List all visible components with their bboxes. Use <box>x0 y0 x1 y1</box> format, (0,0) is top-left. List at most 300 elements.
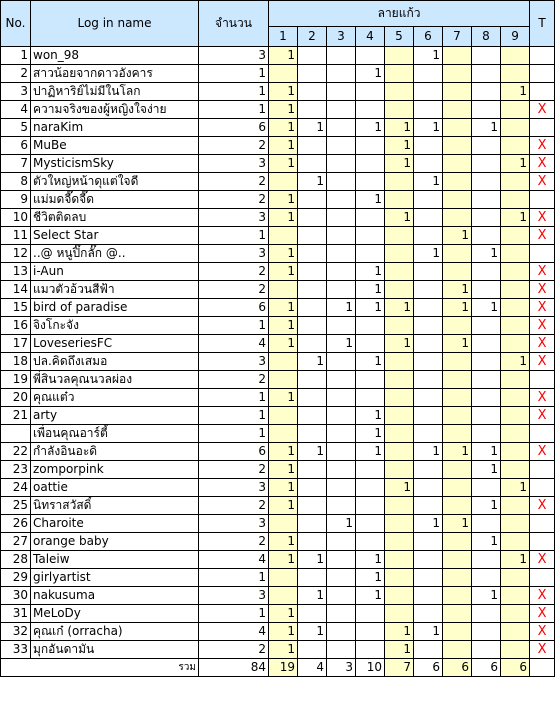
pattern-7-cell <box>443 353 472 371</box>
count-cell: 1 <box>199 407 269 425</box>
row-number: 33 <box>1 641 31 659</box>
table-row <box>1 299 555 317</box>
pattern-2-cell <box>298 155 327 173</box>
pattern-1-cell <box>269 515 298 533</box>
pattern-6-cell <box>414 263 443 281</box>
total-pattern-4: 10 <box>356 659 385 677</box>
login-name-cell: won_98 <box>31 47 199 65</box>
login-name-cell: คุณเก๋ (orracha) <box>31 623 199 641</box>
login-name-cell: MeLoDy <box>31 605 199 623</box>
t-mark-cell <box>530 47 555 65</box>
pattern-2-cell <box>298 245 327 263</box>
count-cell: 3 <box>199 209 269 227</box>
t-mark-cell: X <box>530 497 555 515</box>
pattern-3-cell <box>327 263 356 281</box>
pattern-1-cell <box>269 281 298 299</box>
pattern-2-cell <box>298 533 327 551</box>
pattern-8-cell: 1 <box>472 497 501 515</box>
pattern-2-cell <box>298 263 327 281</box>
pattern-1-cell: 1 <box>269 317 298 335</box>
table-row <box>1 641 555 659</box>
header-pattern-4: 4 <box>356 27 385 47</box>
pattern-7-cell <box>443 551 472 569</box>
pattern-5-cell <box>385 353 414 371</box>
count-cell: 3 <box>199 155 269 173</box>
pattern-3-cell <box>327 533 356 551</box>
table-row <box>1 83 555 101</box>
header-t: T <box>530 1 555 47</box>
pattern-2-cell: 1 <box>298 623 327 641</box>
pattern-7-cell <box>443 119 472 137</box>
pattern-1-cell: 1 <box>269 389 298 407</box>
pattern-8-cell <box>472 317 501 335</box>
table-row <box>1 173 555 191</box>
t-mark-cell: X <box>530 335 555 353</box>
table-row <box>1 461 555 479</box>
t-mark-cell: X <box>530 443 555 461</box>
pattern-5-cell <box>385 515 414 533</box>
pattern-6-cell <box>414 407 443 425</box>
table-row <box>1 263 555 281</box>
header-login-name: Log in name <box>31 1 199 47</box>
login-name-cell: nakusuma <box>31 587 199 605</box>
pattern-6-cell: 1 <box>414 245 443 263</box>
pattern-9-cell <box>501 443 530 461</box>
table-row <box>1 317 555 335</box>
t-mark-cell <box>530 245 555 263</box>
pattern-2-cell <box>298 389 327 407</box>
pattern-8-cell <box>472 371 501 389</box>
pattern-6-cell <box>414 425 443 443</box>
pattern-9-cell <box>501 461 530 479</box>
pattern-4-cell: 1 <box>356 443 385 461</box>
login-name-cell: นิทราสวัสดิ์ <box>31 497 199 515</box>
pattern-9-cell <box>501 47 530 65</box>
count-cell: 4 <box>199 551 269 569</box>
total-pattern-1: 19 <box>269 659 298 677</box>
row-number: 22 <box>1 443 31 461</box>
pattern-8-cell <box>472 551 501 569</box>
login-name-cell: Select Star <box>31 227 199 245</box>
pattern-7-cell <box>443 587 472 605</box>
login-name-cell: จิงโกะจัง <box>31 317 199 335</box>
login-name-cell: กำลังอินอะดิ <box>31 443 199 461</box>
pattern-9-cell <box>501 623 530 641</box>
pattern-6-cell <box>414 569 443 587</box>
pattern-4-cell: 1 <box>356 587 385 605</box>
pattern-3-cell <box>327 569 356 587</box>
pattern-1-cell <box>269 353 298 371</box>
count-cell: 6 <box>199 299 269 317</box>
pattern-3-cell <box>327 83 356 101</box>
pattern-6-cell: 1 <box>414 515 443 533</box>
row-number: 23 <box>1 461 31 479</box>
row-number: 17 <box>1 335 31 353</box>
pattern-9-cell <box>501 191 530 209</box>
pattern-4-cell <box>356 317 385 335</box>
pattern-6-cell <box>414 101 443 119</box>
pattern-2-cell <box>298 569 327 587</box>
pattern-9-cell: 1 <box>501 209 530 227</box>
pattern-3-cell <box>327 281 356 299</box>
login-name-cell: girlyartist <box>31 569 199 587</box>
header-count: จำนวน <box>199 1 269 47</box>
pattern-5-cell: 1 <box>385 299 414 317</box>
count-cell: 1 <box>199 317 269 335</box>
pattern-2-cell <box>298 281 327 299</box>
pattern-3-cell: 1 <box>327 299 356 317</box>
pattern-5-cell: 1 <box>385 155 414 173</box>
pattern-4-cell <box>356 479 385 497</box>
pattern-2-cell: 1 <box>298 173 327 191</box>
pattern-1-cell <box>269 173 298 191</box>
table-row <box>1 155 555 173</box>
t-mark-cell: X <box>530 587 555 605</box>
pattern-5-cell <box>385 371 414 389</box>
table-row <box>1 335 555 353</box>
table-row <box>1 227 555 245</box>
row-number: 9 <box>1 191 31 209</box>
pattern-5-cell <box>385 173 414 191</box>
login-name-cell: ปาฏิหาริย์ไม่มีในโลก <box>31 83 199 101</box>
row-number: 1 <box>1 47 31 65</box>
pattern-4-cell: 1 <box>356 569 385 587</box>
pattern-3-cell <box>327 371 356 389</box>
pattern-1-cell: 1 <box>269 119 298 137</box>
count-cell: 3 <box>199 479 269 497</box>
count-cell: 2 <box>199 533 269 551</box>
pattern-6-cell <box>414 191 443 209</box>
pattern-4-cell <box>356 515 385 533</box>
table-row <box>1 137 555 155</box>
pattern-3-cell <box>327 173 356 191</box>
pattern-8-cell <box>472 389 501 407</box>
total-pattern-5: 7 <box>385 659 414 677</box>
login-name-cell: ความจริงของผู้หญิงใจง่าย <box>31 101 199 119</box>
pattern-7-cell <box>443 245 472 263</box>
header-pattern-group: ลายแก้ว <box>269 1 530 27</box>
pattern-5-cell: 1 <box>385 209 414 227</box>
pattern-8-cell <box>472 209 501 227</box>
pattern-6-cell <box>414 497 443 515</box>
pattern-6-cell <box>414 155 443 173</box>
t-mark-cell: X <box>530 407 555 425</box>
t-mark-cell: X <box>530 353 555 371</box>
pattern-2-cell <box>298 137 327 155</box>
pattern-3-cell <box>327 191 356 209</box>
count-cell: 2 <box>199 461 269 479</box>
pattern-8-cell <box>472 425 501 443</box>
t-mark-cell: X <box>530 623 555 641</box>
table-row <box>1 551 555 569</box>
t-mark-cell <box>530 569 555 587</box>
pattern-2-cell <box>298 515 327 533</box>
t-mark-cell <box>530 533 555 551</box>
pattern-1-cell: 1 <box>269 461 298 479</box>
count-cell: 2 <box>199 641 269 659</box>
pattern-4-cell <box>356 83 385 101</box>
t-mark-cell: X <box>530 281 555 299</box>
pattern-6-cell <box>414 335 443 353</box>
total-t-cell <box>530 659 555 677</box>
header-pattern-9: 9 <box>501 27 530 47</box>
t-mark-cell <box>530 371 555 389</box>
pattern-8-cell: 1 <box>472 299 501 317</box>
table-row <box>1 515 555 533</box>
row-number: 3 <box>1 83 31 101</box>
pattern-3-cell <box>327 407 356 425</box>
pattern-3-cell <box>327 137 356 155</box>
pattern-5-cell <box>385 191 414 209</box>
pattern-8-cell: 1 <box>472 461 501 479</box>
table-row <box>1 443 555 461</box>
count-cell: 1 <box>199 605 269 623</box>
pattern-7-cell <box>443 533 472 551</box>
pattern-9-cell <box>501 407 530 425</box>
pattern-3-cell <box>327 65 356 83</box>
pattern-2-cell <box>298 497 327 515</box>
count-cell: 2 <box>199 281 269 299</box>
t-mark-cell: X <box>530 209 555 227</box>
pattern-7-cell <box>443 191 472 209</box>
pattern-7-cell <box>443 641 472 659</box>
table-row <box>1 209 555 227</box>
pattern-6-cell: 1 <box>414 119 443 137</box>
row-number: 19 <box>1 371 31 389</box>
pattern-8-cell: 1 <box>472 245 501 263</box>
pattern-9-cell <box>501 569 530 587</box>
row-number: 10 <box>1 209 31 227</box>
pattern-7-cell <box>443 425 472 443</box>
pattern-9-cell <box>501 101 530 119</box>
t-mark-cell: X <box>530 317 555 335</box>
pattern-1-cell: 1 <box>269 497 298 515</box>
table-row <box>1 191 555 209</box>
pattern-9-cell: 1 <box>501 353 530 371</box>
pattern-5-cell <box>385 227 414 245</box>
row-number: 5 <box>1 119 31 137</box>
pattern-9-cell <box>501 299 530 317</box>
count-cell: 2 <box>199 173 269 191</box>
pattern-4-cell <box>356 137 385 155</box>
count-cell: 1 <box>199 569 269 587</box>
pattern-1-cell: 1 <box>269 137 298 155</box>
pattern-5-cell <box>385 407 414 425</box>
login-name-cell: arty <box>31 407 199 425</box>
pattern-7-cell <box>443 569 472 587</box>
login-name-cell: ชีวิตติดลบ <box>31 209 199 227</box>
pattern-5-cell <box>385 317 414 335</box>
header-pattern-2: 2 <box>298 27 327 47</box>
pattern-1-cell: 1 <box>269 479 298 497</box>
count-cell: 4 <box>199 623 269 641</box>
login-name-cell: Taleiw <box>31 551 199 569</box>
pattern-7-cell <box>443 371 472 389</box>
pattern-4-cell <box>356 245 385 263</box>
pattern-7-cell <box>443 101 472 119</box>
pattern-5-cell <box>385 551 414 569</box>
pattern-9-cell <box>501 425 530 443</box>
pattern-2-cell <box>298 191 327 209</box>
pattern-2-cell <box>298 209 327 227</box>
pattern-7-cell <box>443 83 472 101</box>
pattern-5-cell <box>385 263 414 281</box>
pattern-6-cell <box>414 551 443 569</box>
t-mark-cell: X <box>530 173 555 191</box>
pattern-3-cell <box>327 119 356 137</box>
pattern-9-cell <box>501 641 530 659</box>
table-row <box>1 47 555 65</box>
pattern-6-cell: 1 <box>414 623 443 641</box>
pattern-1-cell: 1 <box>269 245 298 263</box>
pattern-8-cell <box>472 353 501 371</box>
pattern-5-cell <box>385 83 414 101</box>
row-number: 16 <box>1 317 31 335</box>
pattern-3-cell <box>327 479 356 497</box>
pattern-7-cell <box>443 317 472 335</box>
pattern-1-cell: 1 <box>269 47 298 65</box>
pattern-7-cell <box>443 47 472 65</box>
table-row <box>1 101 555 119</box>
pattern-7-cell <box>443 605 472 623</box>
t-mark-cell <box>530 83 555 101</box>
pattern-5-cell <box>385 533 414 551</box>
login-name-cell: Charoite <box>31 515 199 533</box>
pattern-1-cell: 1 <box>269 623 298 641</box>
row-number: 7 <box>1 155 31 173</box>
pattern-8-cell <box>472 173 501 191</box>
pattern-9-cell <box>501 137 530 155</box>
pattern-4-cell: 1 <box>356 65 385 83</box>
total-pattern-7: 6 <box>443 659 472 677</box>
pattern-9-cell <box>501 497 530 515</box>
pattern-5-cell <box>385 497 414 515</box>
count-cell: 6 <box>199 119 269 137</box>
login-name-cell: MysticismSky <box>31 155 199 173</box>
t-mark-cell <box>530 461 555 479</box>
table-row <box>1 281 555 299</box>
row-number: 32 <box>1 623 31 641</box>
pattern-6-cell <box>414 389 443 407</box>
pattern-7-cell: 1 <box>443 227 472 245</box>
login-name-cell: LoveseriesFC <box>31 335 199 353</box>
pattern-7-cell <box>443 137 472 155</box>
pattern-7-cell <box>443 65 472 83</box>
table-row <box>1 569 555 587</box>
pattern-4-cell <box>356 605 385 623</box>
pattern-7-cell <box>443 209 472 227</box>
t-mark-cell: X <box>530 263 555 281</box>
pattern-3-cell <box>327 605 356 623</box>
pattern-8-cell <box>472 641 501 659</box>
pattern-2-cell <box>298 407 327 425</box>
pattern-8-cell <box>472 65 501 83</box>
row-number: 4 <box>1 101 31 119</box>
pattern-8-cell <box>472 569 501 587</box>
table-row <box>1 623 555 641</box>
pattern-1-cell <box>269 425 298 443</box>
pattern-6-cell <box>414 137 443 155</box>
table-row <box>1 371 555 389</box>
pattern-7-cell <box>443 155 472 173</box>
pattern-1-cell <box>269 587 298 605</box>
pattern-3-cell <box>327 443 356 461</box>
row-number: 30 <box>1 587 31 605</box>
pattern-2-cell <box>298 335 327 353</box>
pattern-5-cell: 1 <box>385 137 414 155</box>
pattern-2-cell <box>298 605 327 623</box>
row-number: 14 <box>1 281 31 299</box>
table-row <box>1 533 555 551</box>
pattern-1-cell: 1 <box>269 533 298 551</box>
table-row <box>1 479 555 497</box>
row-number <box>1 425 31 443</box>
pattern-4-cell <box>356 47 385 65</box>
pattern-7-cell <box>443 389 472 407</box>
row-number: 2 <box>1 65 31 83</box>
pattern-1-cell: 1 <box>269 263 298 281</box>
pattern-8-cell <box>472 227 501 245</box>
pattern-3-cell <box>327 389 356 407</box>
pattern-6-cell <box>414 533 443 551</box>
row-number: 12 <box>1 245 31 263</box>
pattern-1-cell: 1 <box>269 551 298 569</box>
pattern-9-cell <box>501 587 530 605</box>
t-mark-cell <box>530 65 555 83</box>
count-cell: 2 <box>199 497 269 515</box>
header-no: No. <box>1 1 31 47</box>
pattern-4-cell <box>356 371 385 389</box>
row-number: 28 <box>1 551 31 569</box>
pattern-9-cell <box>501 173 530 191</box>
pattern-3-cell <box>327 155 356 173</box>
table-row <box>1 407 555 425</box>
pattern-9-cell <box>501 227 530 245</box>
pattern-3-cell <box>327 497 356 515</box>
pattern-9-cell: 1 <box>501 479 530 497</box>
pattern-9-cell <box>501 533 530 551</box>
pattern-7-cell: 1 <box>443 515 472 533</box>
row-number: 11 <box>1 227 31 245</box>
table-row <box>1 497 555 515</box>
pattern-3-cell <box>327 317 356 335</box>
t-mark-cell: X <box>530 227 555 245</box>
pattern-2-cell <box>298 65 327 83</box>
pattern-9-cell <box>501 389 530 407</box>
pattern-4-cell: 1 <box>356 425 385 443</box>
pattern-2-cell: 1 <box>298 587 327 605</box>
pattern-6-cell <box>414 83 443 101</box>
pattern-5-cell <box>385 101 414 119</box>
row-number: 21 <box>1 407 31 425</box>
row-number: 8 <box>1 173 31 191</box>
count-cell: 3 <box>199 353 269 371</box>
pattern-5-cell <box>385 281 414 299</box>
pattern-4-cell <box>356 227 385 245</box>
login-name-cell: bird of paradise <box>31 299 199 317</box>
pattern-2-cell <box>298 299 327 317</box>
pattern-9-cell: 1 <box>501 83 530 101</box>
pattern-1-cell: 1 <box>269 83 298 101</box>
pattern-3-cell <box>327 101 356 119</box>
count-cell: 1 <box>199 425 269 443</box>
pattern-8-cell <box>472 263 501 281</box>
login-name-cell: คุณแต๋ว <box>31 389 199 407</box>
pattern-4-cell <box>356 623 385 641</box>
pattern-8-cell: 1 <box>472 587 501 605</box>
header-pattern-6: 6 <box>414 27 443 47</box>
pattern-4-cell: 1 <box>356 191 385 209</box>
